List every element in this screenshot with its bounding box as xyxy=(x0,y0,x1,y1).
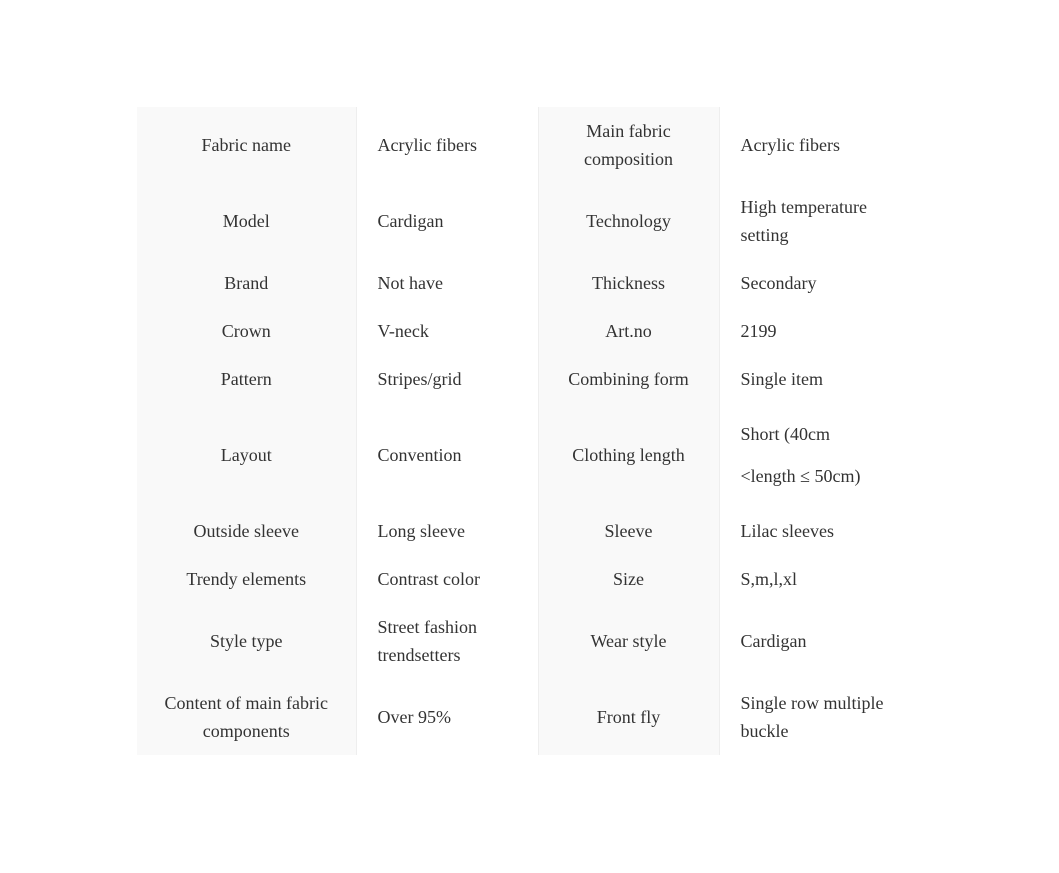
spec-label: Fabric name xyxy=(137,107,356,183)
spec-value: 2199 xyxy=(719,307,899,355)
spec-label: Art.no xyxy=(538,307,719,355)
spec-label: Main fabric composition xyxy=(538,107,719,183)
spec-value: Single row multiple buckle xyxy=(719,679,899,755)
spec-value: Not have xyxy=(356,259,538,307)
spec-label: Crown xyxy=(137,307,356,355)
spec-label: Layout xyxy=(137,403,356,507)
spec-label: Combining form xyxy=(538,355,719,403)
spec-row-fabric-name xyxy=(137,107,899,183)
spec-label: Trendy elements xyxy=(137,555,356,603)
spec-value: Secondary xyxy=(719,259,899,307)
spec-label: Style type xyxy=(137,603,356,679)
spec-value: Acrylic fibers xyxy=(356,107,538,183)
spec-label: Sleeve xyxy=(538,507,719,555)
spec-row-crown xyxy=(137,307,899,355)
spec-label: Model xyxy=(137,183,356,259)
spec-label: Content of main fabric components xyxy=(137,679,356,755)
spec-row-style-type xyxy=(137,603,899,679)
spec-value: V-neck xyxy=(356,307,538,355)
spec-value: Contrast color xyxy=(356,555,538,603)
spec-value: Stripes/grid xyxy=(356,355,538,403)
spec-label: Thickness xyxy=(538,259,719,307)
spec-label: Technology xyxy=(538,183,719,259)
spec-value: Over 95% xyxy=(356,679,538,755)
spec-label: Front fly xyxy=(538,679,719,755)
spec-label: Outside sleeve xyxy=(137,507,356,555)
spec-label: Clothing length xyxy=(538,403,719,507)
spec-value: High temperature setting xyxy=(719,183,899,259)
spec-value: Convention xyxy=(356,403,538,507)
spec-value: Cardigan xyxy=(356,183,538,259)
spec-row-layout xyxy=(137,403,899,507)
spec-value: Acrylic fibers xyxy=(719,107,899,183)
spec-row-model xyxy=(137,183,899,259)
spec-value: Long sleeve xyxy=(356,507,538,555)
spec-row-trendy-elements xyxy=(137,555,899,603)
spec-value: Street fashion trendsetters xyxy=(356,603,538,679)
spec-label: Wear style xyxy=(538,603,719,679)
spec-label: Brand xyxy=(137,259,356,307)
spec-value: S,m,l,xl xyxy=(719,555,899,603)
spec-label: Size xyxy=(538,555,719,603)
spec-row-brand xyxy=(137,259,899,307)
spec-value: Cardigan xyxy=(719,603,899,679)
product-spec-table xyxy=(137,107,899,755)
spec-row-pattern xyxy=(137,355,899,403)
spec-row-main-fabric-content xyxy=(137,679,899,755)
spec-value: Lilac sleeves xyxy=(719,507,899,555)
spec-row-outside-sleeve xyxy=(137,507,899,555)
spec-label: Pattern xyxy=(137,355,356,403)
spec-value: Short (40cm <length ≤ 50cm) xyxy=(719,403,899,507)
spec-value: Single item xyxy=(719,355,899,403)
